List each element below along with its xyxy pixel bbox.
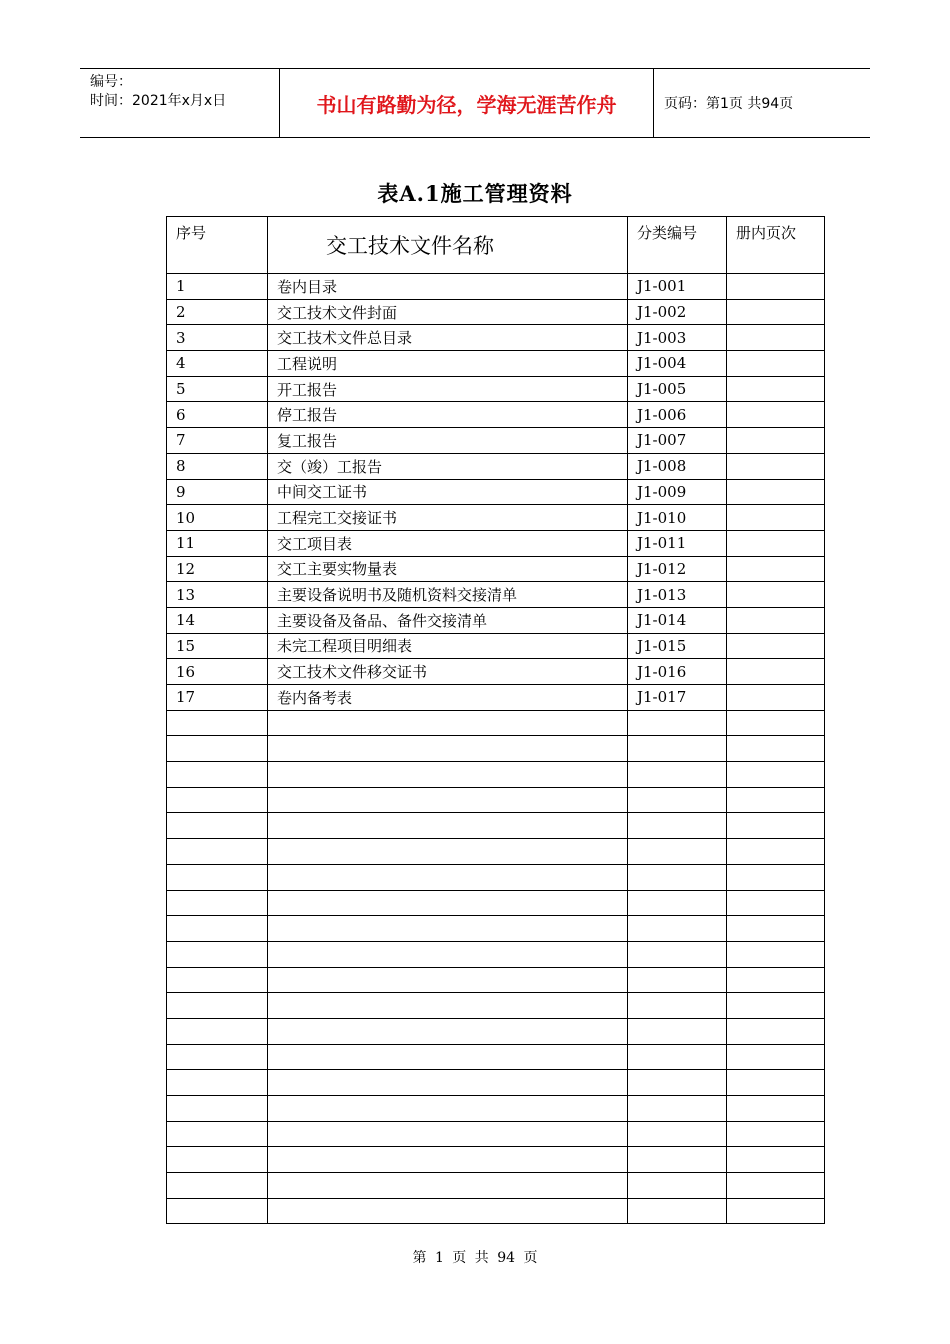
cell-name: 卷内备考表 [268, 685, 628, 711]
cell-pages [727, 1198, 825, 1224]
cell-name [268, 1173, 628, 1199]
cell-index: 1 [167, 274, 268, 300]
cell-index: 8 [167, 453, 268, 479]
cell-name [268, 916, 628, 942]
cell-name: 未完工程项目明细表 [268, 633, 628, 659]
cell-pages [727, 1147, 825, 1173]
cell-code: J1-001 [628, 274, 727, 300]
cell-index [167, 890, 268, 916]
table-row-empty [167, 736, 825, 762]
cell-code: J1-016 [628, 659, 727, 685]
cell-code: J1-004 [628, 351, 727, 377]
cell-pages [727, 659, 825, 685]
cell-pages [727, 762, 825, 788]
cell-index: 7 [167, 428, 268, 454]
table-row [167, 685, 825, 711]
cell-name: 交（竣）工报告 [268, 453, 628, 479]
cell-pages [727, 530, 825, 556]
cell-pages [727, 967, 825, 993]
cell-code [628, 1173, 727, 1199]
cell-index [167, 1121, 268, 1147]
table-row [167, 428, 825, 454]
table-row-empty [167, 1198, 825, 1224]
time-label: 时间：2021年x月x日 [90, 93, 227, 109]
table-row-empty [167, 813, 825, 839]
table-row-empty [167, 1121, 825, 1147]
cell-pages [727, 402, 825, 428]
cell-code [628, 941, 727, 967]
cell-index [167, 941, 268, 967]
cell-code: J1-008 [628, 453, 727, 479]
cell-code [628, 710, 727, 736]
cell-index [167, 710, 268, 736]
cell-index [167, 1147, 268, 1173]
cell-name: 主要设备说明书及随机资料交接清单 [268, 582, 628, 608]
cell-pages [727, 685, 825, 711]
cell-index: 14 [167, 607, 268, 633]
cell-index: 15 [167, 633, 268, 659]
cell-pages [727, 1018, 825, 1044]
document-table [166, 216, 825, 1224]
header-page-info: 页码：第1页 共94页 [664, 96, 794, 112]
cell-name: 交工主要实物量表 [268, 556, 628, 582]
cell-name [268, 1018, 628, 1044]
cell-code [628, 1147, 727, 1173]
cell-name [268, 1070, 628, 1096]
cell-index [167, 813, 268, 839]
cell-index [167, 864, 268, 890]
cell-code [628, 1121, 727, 1147]
column-header-code: 分类编号 [628, 217, 727, 274]
cell-pages [727, 736, 825, 762]
cell-name [268, 941, 628, 967]
page-footer: 第 1 页 共 94 页 [412, 1250, 538, 1266]
cell-code [628, 967, 727, 993]
number-label: 编号： [90, 74, 132, 90]
table-row-empty [167, 941, 825, 967]
cell-index: 9 [167, 479, 268, 505]
cell-pages [727, 479, 825, 505]
cell-index: 6 [167, 402, 268, 428]
cell-name: 主要设备及备品、备件交接清单 [268, 607, 628, 633]
cell-pages [727, 351, 825, 377]
cell-index: 5 [167, 376, 268, 402]
table-row [167, 479, 825, 505]
cell-index: 2 [167, 299, 268, 325]
document-title: 表A.1施工管理资料 [377, 181, 573, 206]
table-row [167, 325, 825, 351]
table-row [167, 607, 825, 633]
cell-index [167, 967, 268, 993]
cell-name [268, 1044, 628, 1070]
cell-name [268, 864, 628, 890]
table-body [167, 274, 825, 1224]
header-meta [80, 69, 280, 137]
cell-name: 交工项目表 [268, 530, 628, 556]
column-header-name: 交工技术文件名称 [268, 217, 628, 274]
table-header-row [167, 217, 825, 274]
cell-code: J1-012 [628, 556, 727, 582]
cell-pages [727, 864, 825, 890]
cell-pages [727, 582, 825, 608]
cell-index: 3 [167, 325, 268, 351]
cell-name [268, 839, 628, 865]
table-row-empty [167, 1096, 825, 1122]
cell-code [628, 813, 727, 839]
cell-pages [727, 633, 825, 659]
page-header [80, 68, 870, 138]
cell-index [167, 1096, 268, 1122]
cell-pages [727, 428, 825, 454]
table-row [167, 274, 825, 300]
cell-pages [727, 813, 825, 839]
cell-name: 交工技术文件封面 [268, 299, 628, 325]
table-row-empty [167, 787, 825, 813]
cell-pages [727, 607, 825, 633]
cell-name [268, 993, 628, 1019]
table-row-empty [167, 1044, 825, 1070]
table-row [167, 659, 825, 685]
cell-name [268, 1147, 628, 1173]
cell-index [167, 1173, 268, 1199]
cell-name: 交工技术文件总目录 [268, 325, 628, 351]
cell-index [167, 1018, 268, 1044]
cell-name: 开工报告 [268, 376, 628, 402]
cell-code [628, 1070, 727, 1096]
cell-code [628, 993, 727, 1019]
table-row [167, 582, 825, 608]
cell-index [167, 1198, 268, 1224]
cell-code [628, 1018, 727, 1044]
cell-code: J1-006 [628, 402, 727, 428]
cell-code: J1-015 [628, 633, 727, 659]
cell-code: J1-007 [628, 428, 727, 454]
cell-code [628, 1096, 727, 1122]
cell-name: 交工技术文件移交证书 [268, 659, 628, 685]
cell-code [628, 890, 727, 916]
table-row-empty [167, 762, 825, 788]
cell-name [268, 787, 628, 813]
cell-name [268, 710, 628, 736]
cell-pages [727, 916, 825, 942]
table-row-empty [167, 1173, 825, 1199]
cell-pages [727, 1121, 825, 1147]
cell-index: 16 [167, 659, 268, 685]
cell-index [167, 762, 268, 788]
cell-pages [727, 556, 825, 582]
cell-index: 12 [167, 556, 268, 582]
cell-pages [727, 941, 825, 967]
cell-pages [727, 1070, 825, 1096]
cell-pages [727, 1173, 825, 1199]
table-row [167, 505, 825, 531]
cell-pages [727, 505, 825, 531]
cell-pages [727, 325, 825, 351]
cell-index: 10 [167, 505, 268, 531]
table-row-empty [167, 864, 825, 890]
cell-code: J1-009 [628, 479, 727, 505]
cell-index [167, 787, 268, 813]
table-row [167, 530, 825, 556]
cell-index [167, 736, 268, 762]
table-row-empty [167, 967, 825, 993]
cell-pages [727, 376, 825, 402]
table-row [167, 453, 825, 479]
cell-name: 中间交工证书 [268, 479, 628, 505]
cell-name: 停工报告 [268, 402, 628, 428]
cell-index [167, 1070, 268, 1096]
cell-pages [727, 787, 825, 813]
cell-index: 13 [167, 582, 268, 608]
cell-pages [727, 274, 825, 300]
table-row [167, 633, 825, 659]
cell-index [167, 1044, 268, 1070]
cell-index: 11 [167, 530, 268, 556]
table-row-empty [167, 993, 825, 1019]
table-row [167, 351, 825, 377]
cell-code: J1-005 [628, 376, 727, 402]
cell-code [628, 839, 727, 865]
cell-code: J1-002 [628, 299, 727, 325]
cell-index [167, 839, 268, 865]
cell-code: J1-011 [628, 530, 727, 556]
cell-code [628, 762, 727, 788]
cell-name [268, 813, 628, 839]
cell-code: J1-013 [628, 582, 727, 608]
cell-name: 卷内目录 [268, 274, 628, 300]
cell-pages [727, 710, 825, 736]
cell-name [268, 736, 628, 762]
table-row-empty [167, 710, 825, 736]
column-header-pages: 册内页次 [727, 217, 825, 274]
cell-code: J1-003 [628, 325, 727, 351]
cell-code [628, 1198, 727, 1224]
cell-pages [727, 1044, 825, 1070]
cell-pages [727, 453, 825, 479]
cell-pages [727, 299, 825, 325]
cell-code [628, 864, 727, 890]
cell-name [268, 1121, 628, 1147]
cell-pages [727, 890, 825, 916]
cell-code [628, 916, 727, 942]
cell-code: J1-014 [628, 607, 727, 633]
cell-code: J1-017 [628, 685, 727, 711]
cell-name: 工程说明 [268, 351, 628, 377]
cell-index [167, 916, 268, 942]
cell-pages [727, 1096, 825, 1122]
cell-name [268, 762, 628, 788]
table-row-empty [167, 890, 825, 916]
cell-code [628, 736, 727, 762]
table-row [167, 402, 825, 428]
cell-name: 工程完工交接证书 [268, 505, 628, 531]
table-row [167, 376, 825, 402]
cell-pages [727, 839, 825, 865]
table-row-empty [167, 1147, 825, 1173]
cell-index: 17 [167, 685, 268, 711]
cell-code [628, 787, 727, 813]
cell-pages [727, 993, 825, 1019]
table-row-empty [167, 839, 825, 865]
cell-name [268, 1198, 628, 1224]
cell-name: 复工报告 [268, 428, 628, 454]
header-motto: 书山有路勤为径，学海无涯苦作舟 [280, 69, 654, 137]
cell-index: 4 [167, 351, 268, 377]
cell-name [268, 967, 628, 993]
table-row-empty [167, 1070, 825, 1096]
cell-name [268, 890, 628, 916]
column-header-index: 序号 [167, 217, 268, 274]
cell-code [628, 1044, 727, 1070]
table-row-empty [167, 916, 825, 942]
cell-code: J1-010 [628, 505, 727, 531]
cell-name [268, 1096, 628, 1122]
table-row-empty [167, 1018, 825, 1044]
table-row [167, 556, 825, 582]
table-row [167, 299, 825, 325]
cell-index [167, 993, 268, 1019]
